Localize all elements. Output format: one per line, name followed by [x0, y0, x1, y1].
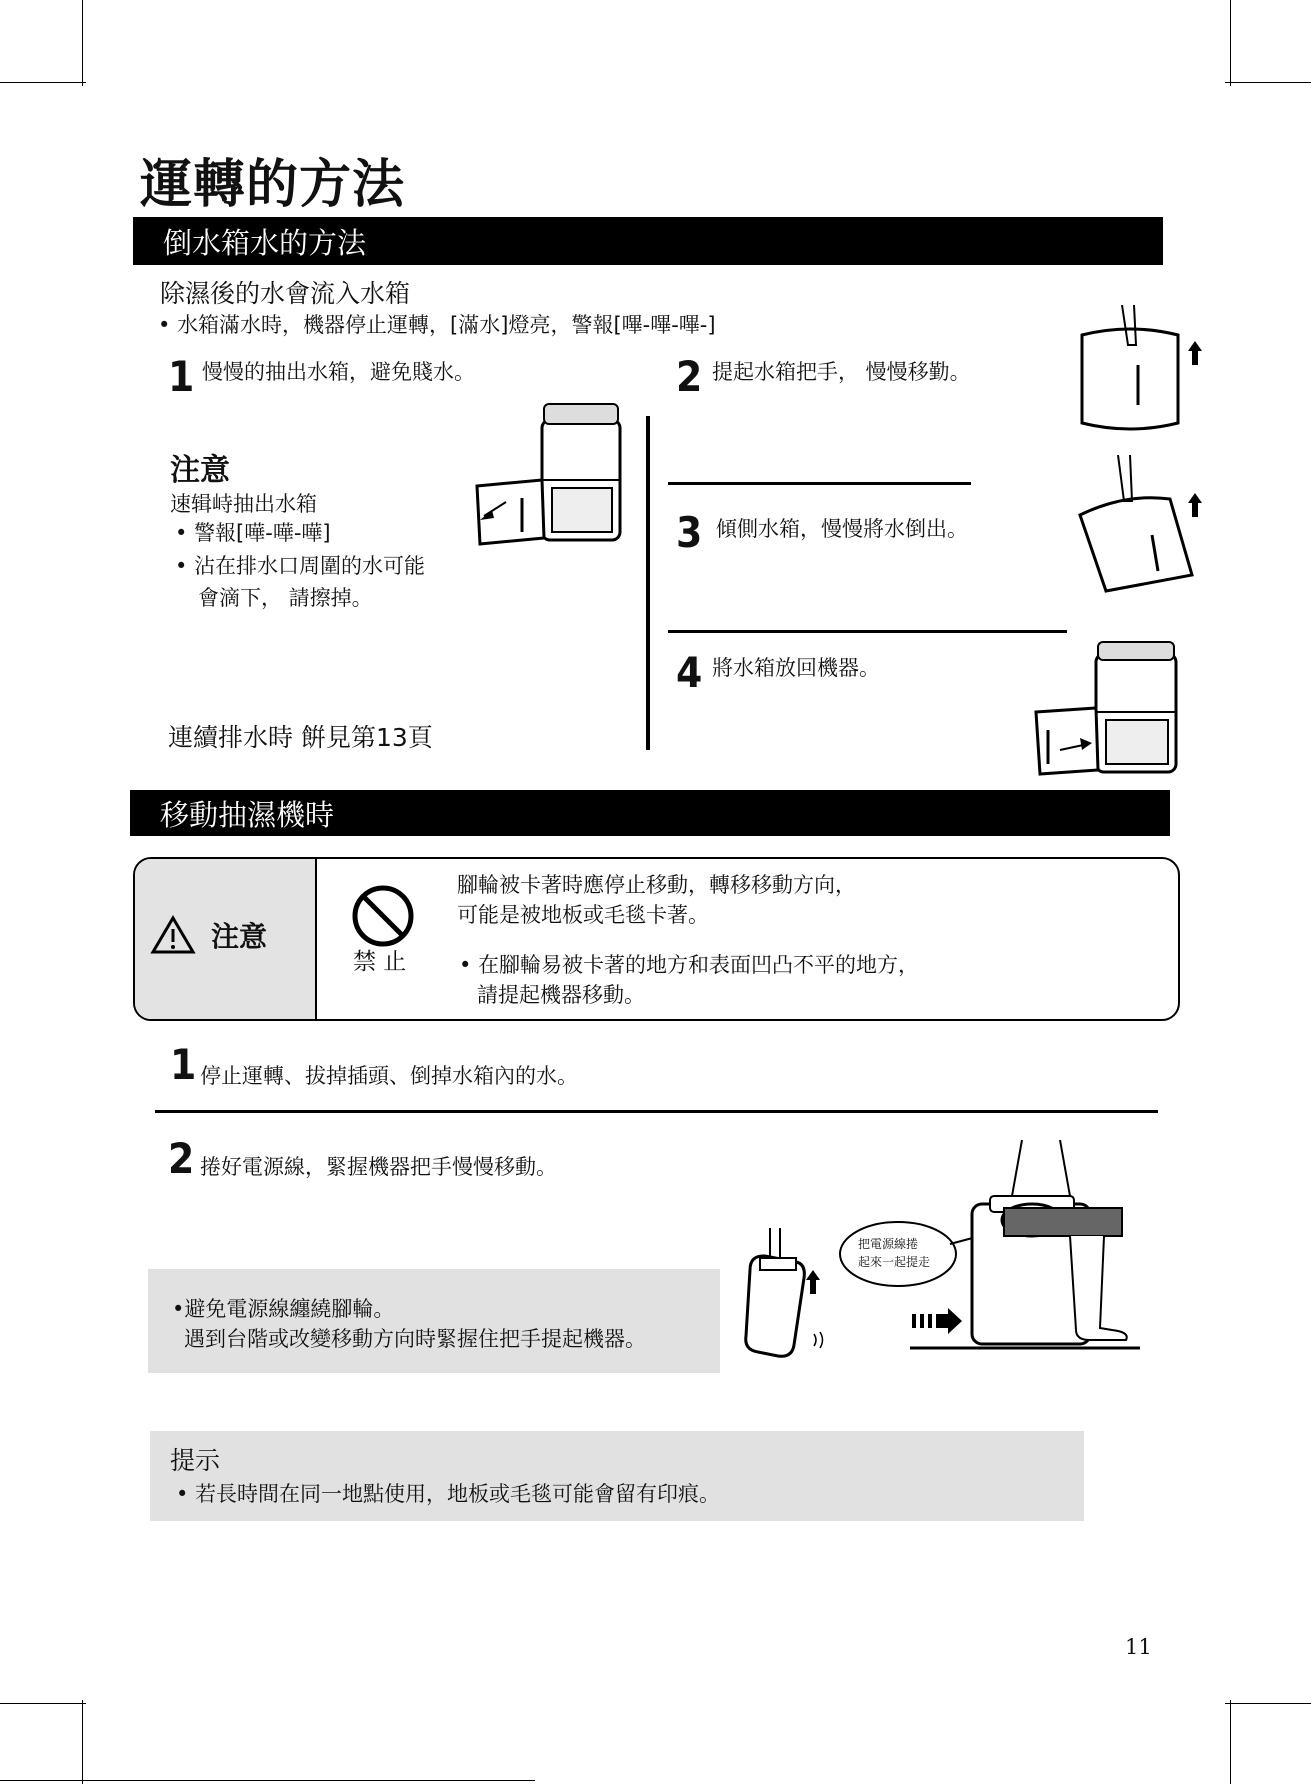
caution-label: 注意 — [211, 920, 268, 953]
warning-triangle-icon — [150, 915, 196, 955]
crop-mark — [82, 1700, 83, 1784]
section-subtitle: 除濕後的水會流入水箱 — [160, 279, 411, 308]
cord-note-line: 遇到台階或改變移動方向時緊握住把手提起機器。 — [184, 1327, 646, 1351]
dehumidifier-tank-out-illustration — [472, 398, 632, 558]
caution-bullet: • 在腳輪易被卡著的地方和表面凹凸不平的地方， — [459, 953, 920, 977]
caution-label-panel — [135, 859, 317, 1019]
lift-tank-illustration — [1070, 305, 1210, 435]
crop-mark — [1230, 0, 1231, 86]
hint-text: 若長時間在同一地點使用，地板或毛毯可能會留有印痕。 — [195, 1482, 721, 1506]
step-text: 傾側水箱，慢慢將水倒出。 — [716, 517, 968, 541]
step-number: 2 — [676, 352, 703, 401]
bullet-text: • 水箱滿水時，機器停止運轉，[滿水]燈亮，警報[嗶-嗶-嗶-] — [158, 313, 716, 337]
crop-mark — [1225, 82, 1311, 83]
caution-bullet-text: 在腳輪易被卡著的地方和表面凹凸不平的地方， — [478, 953, 920, 977]
hint-line: • 若長時間在同一地點使用，地板或毛毯可能會留有印痕。 — [176, 1482, 721, 1506]
replace-tank-illustration — [1034, 640, 1182, 778]
page-number: 11 — [1125, 1635, 1152, 1659]
crop-mark — [1225, 1703, 1311, 1704]
caution-bullet-text: 警報[嘩-嘩-嘩] — [194, 521, 331, 545]
step-number: 3 — [676, 508, 703, 557]
hint-title: 提示 — [170, 1446, 221, 1475]
section-header-text: 移動抽濕機時 — [160, 797, 335, 832]
hint-box — [150, 1431, 1084, 1521]
caution-lead: 速辑峙抽出水箱 — [170, 492, 317, 516]
step-number: 2 — [168, 1134, 195, 1183]
caution-line: 腳輪被卡著時應停止移動，轉移移動方向， — [457, 873, 856, 897]
cord-note-box — [148, 1269, 720, 1373]
caution-title: 注意 — [170, 453, 230, 488]
page-title: 運轉的方法 — [140, 155, 406, 215]
step-text: 捲好電源線，緊握機器把手慢慢移動。 — [200, 1155, 557, 1179]
column-divider — [646, 416, 650, 750]
continuous-drain-note: 連續排水時 餠見第13頁 — [168, 723, 433, 752]
step-number: 4 — [676, 648, 703, 697]
section-header — [133, 217, 1163, 265]
prohibited-icon — [350, 883, 416, 949]
caution-line: 可能是被地板或毛毯卡著。 — [457, 903, 709, 927]
tilt-tank-illustration — [1070, 455, 1210, 595]
section-header — [130, 790, 1170, 836]
crop-mark — [0, 82, 86, 83]
step-number: 1 — [168, 352, 195, 401]
bottom-rule — [0, 1780, 535, 1781]
prohibit-label: 禁 止 — [353, 949, 407, 975]
section-header-text: 倒水箱水的方法 — [163, 225, 367, 260]
step-divider — [668, 630, 1067, 633]
full-tank-text: 水箱滿水時，機器停止運轉，[滿水]燈亮，警報[嗶-嗶-嗶-] — [177, 313, 716, 337]
step-divider — [668, 482, 971, 485]
step-text: 提起水箱把手， 慢慢移勤。 — [712, 360, 971, 384]
step-text: 將水箱放回機器。 — [712, 656, 880, 680]
bubble-text: 把電源線捲 — [858, 1237, 919, 1251]
step-number: 1 — [170, 1040, 197, 1089]
caution-box — [133, 857, 1180, 1021]
crop-mark — [1230, 1700, 1231, 1784]
caution-bullet-cont: 會滴下， 請擦掉。 — [198, 586, 373, 610]
cord-note-text: 避免電源線纏繞腳輪。 — [184, 1297, 395, 1321]
caution-bullet: • 沾在排水口周圍的水可能 — [175, 554, 426, 578]
crop-mark — [0, 1703, 86, 1704]
step-divider — [155, 1110, 1158, 1113]
step-text: 停止運轉、拔掉插頭、倒掉水箱內的水。 — [200, 1064, 578, 1088]
moving-dehumidifier-illustration — [740, 1140, 1140, 1360]
bubble-text: 起來一起提走 — [858, 1255, 931, 1269]
crop-mark — [82, 0, 83, 86]
step-text: 慢慢的抽出水箱，避免賤水。 — [202, 360, 475, 384]
caution-bullet-cont: 請提起機器移動。 — [477, 983, 645, 1007]
cord-note-line: •避免電源線纏繞腳輪。 — [172, 1297, 395, 1321]
caution-bullet: • 警報[嘩-嘩-嘩] — [175, 521, 331, 545]
caution-bullet-text: 沾在排水口周圍的水可能 — [194, 554, 426, 578]
